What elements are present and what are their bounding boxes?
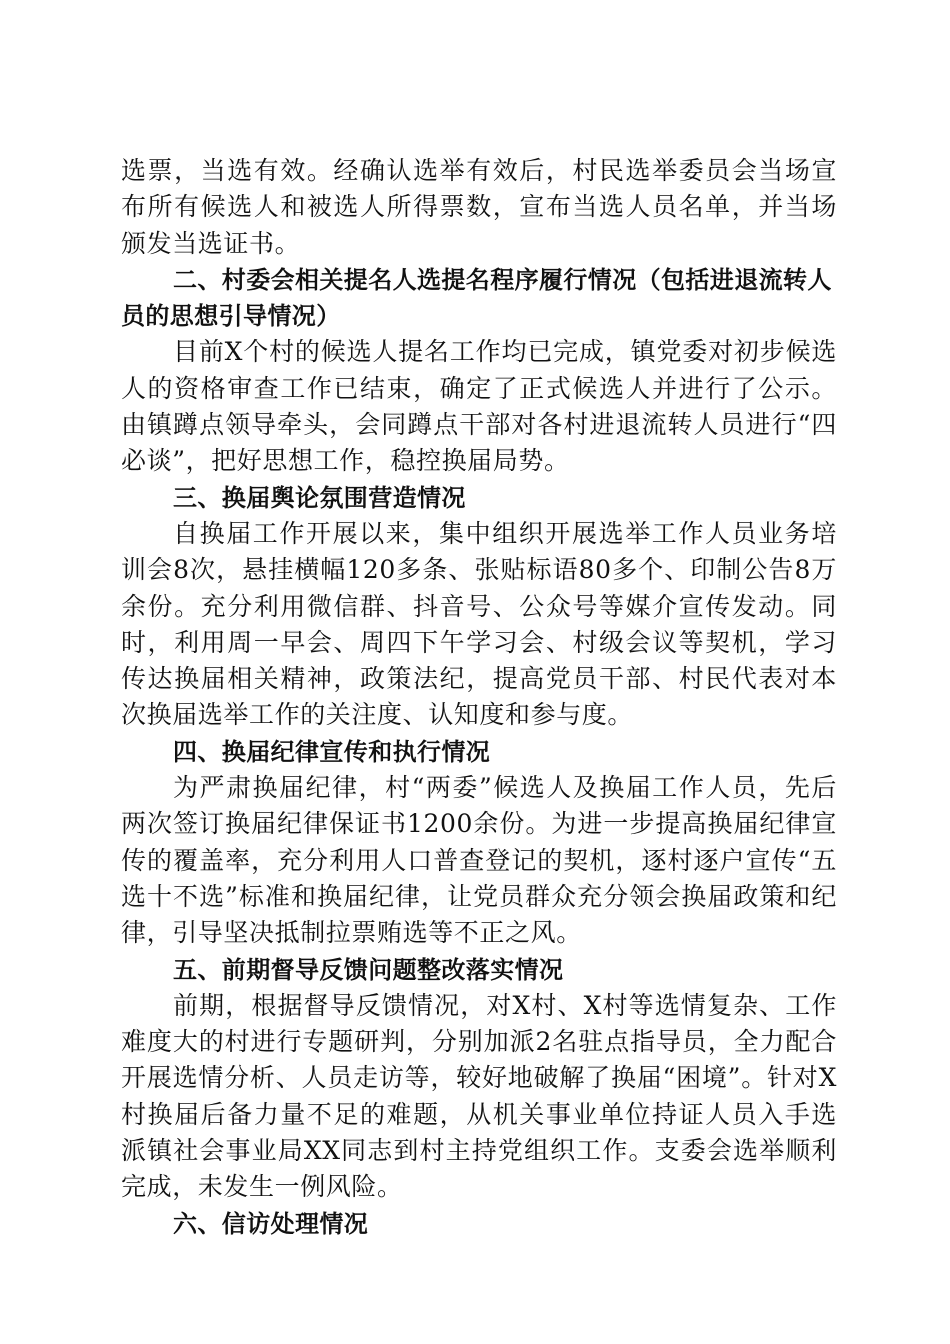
paragraph-nomination-procedure: 目前X个村的候选人提名工作均已完成，镇党委对初步候选人的资格审查工作已结束，确定了正式候选人并进行了公示。由镇蹲点领导牵头，会同蹲点干部对各村进退流转人员进行“四必谈”，把好思想工作，稳控换届局势。 [121,337,837,476]
heading-public-opinion: 三、换届舆论氛围营造情况 [173,483,466,512]
paragraph-discipline: 为严肃换届纪律，村“两委”候选人及换届工作人员，先后两次签订换届纪律保证书1200余份。为进一步提高换届纪律宣传的覆盖率，充分利用人口普查登记的契机，逐村逐户宣传“五选十不选”标准和换届纪律，让党员群众充分领会换届政策和纪律，引导坚决抵制拉票贿选等不正之风。 [121,773,837,948]
heading-discipline: 四、换届纪律宣传和执行情况 [173,737,491,766]
heading-rectification: 五、前期督导反馈问题整改落实情况 [173,955,564,984]
paragraph-public-opinion: 自换届工作开展以来，集中组织开展选举工作人员业务培训会8次，悬挂横幅120多条、张贴标语80多个、印制公告8万余份。充分利用微信群、抖音号、公众号等媒介宣传发动。同时，利用周一早会、周四下午学习会、村级会议等契机，学习传达换届相关精神，政策法纪，提高党员干部、村民代表对本次换届选举工作的关注度、认知度和参与度。 [121,518,837,730]
document-page [121,153,837,1242]
heading-nomination-procedure: 二、村委会相关提名人选提名程序履行情况（包括进退流转人员的思想引导情况） [121,265,832,331]
heading-petitions: 六、信访处理情况 [173,1209,369,1238]
paragraph-rectification: 前期，根据督导反馈情况，对X村、X村等选情复杂、工作难度大的村进行专题研判，分别加派2名驻点指导员，全力配合开展选情分析、人员走访等，较好地破解了换届“困境”。针对X村换届后备力量不足的难题，从机关事业单位持证人员入手选派镇社会事业局XX同志到村主持党组织工作。支委会选举顺利完成，未发生一例风险。 [121,990,837,1202]
paragraph-election-result: 选票，当选有效。经确认选举有效后，村民选举委员会当场宣布所有候选人和被选人所得票数，宣布当选人员名单，并当场颁发当选证书。 [121,156,837,258]
